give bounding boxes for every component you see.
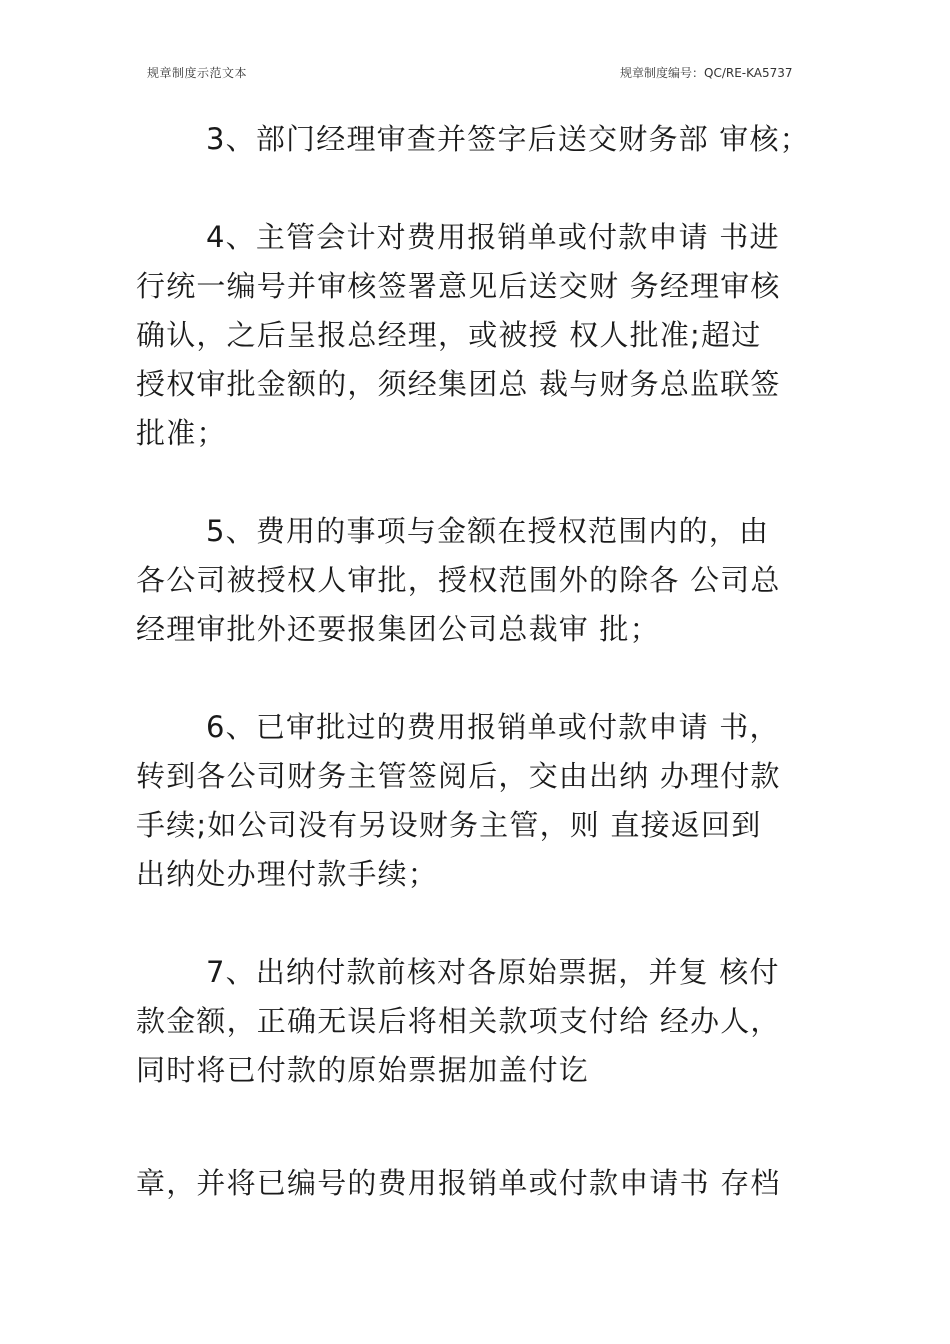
paragraph-continuation: 章，并将已编号的费用报销单或付款申请书 存档 (136, 1166, 781, 1200)
paragraph-step-6: 6、已审批过的费用报销单或付款申请 书， 转到各公司财务主管签阅后，交由出纳 办理付款 手续;如公司没有另设财务主管，则 直接返回到 出纳处办理付款手续； (136, 710, 781, 891)
header-doc-number: 规章制度编号：QC/RE-KA5737 (620, 66, 793, 80)
document-body (136, 115, 836, 1200)
paragraph-step-7: 7、出纳付款前核对各原始票据，并复 核付 款金额，正确无误后将相关款项支付给 经办人， 同时将已付款的原始票据加盖付讫 (136, 955, 781, 1087)
paragraph-step-5: 5、费用的事项与金额在授权范围内的，由 各公司被授权人审批，授权范围外的除各 公司总 经理审批外还要报集团公司总裁审 批； (136, 514, 781, 646)
paragraph-step-4: 4、主管会计对费用报销单或付款申请 书进 行统一编号并审核签署意见后送交财 务经理审核 确认，之后呈报总经理，或被授 权人批准;超过 授权审批金额的，须经集团总 裁与财务总监联签 批准； (136, 220, 781, 450)
page-header (0, 64, 950, 84)
header-doc-type: 规章制度示范文本 (147, 66, 248, 80)
paragraph-step-3: 3、部门经理审查并签字后送交财务部 审核； (206, 122, 810, 156)
